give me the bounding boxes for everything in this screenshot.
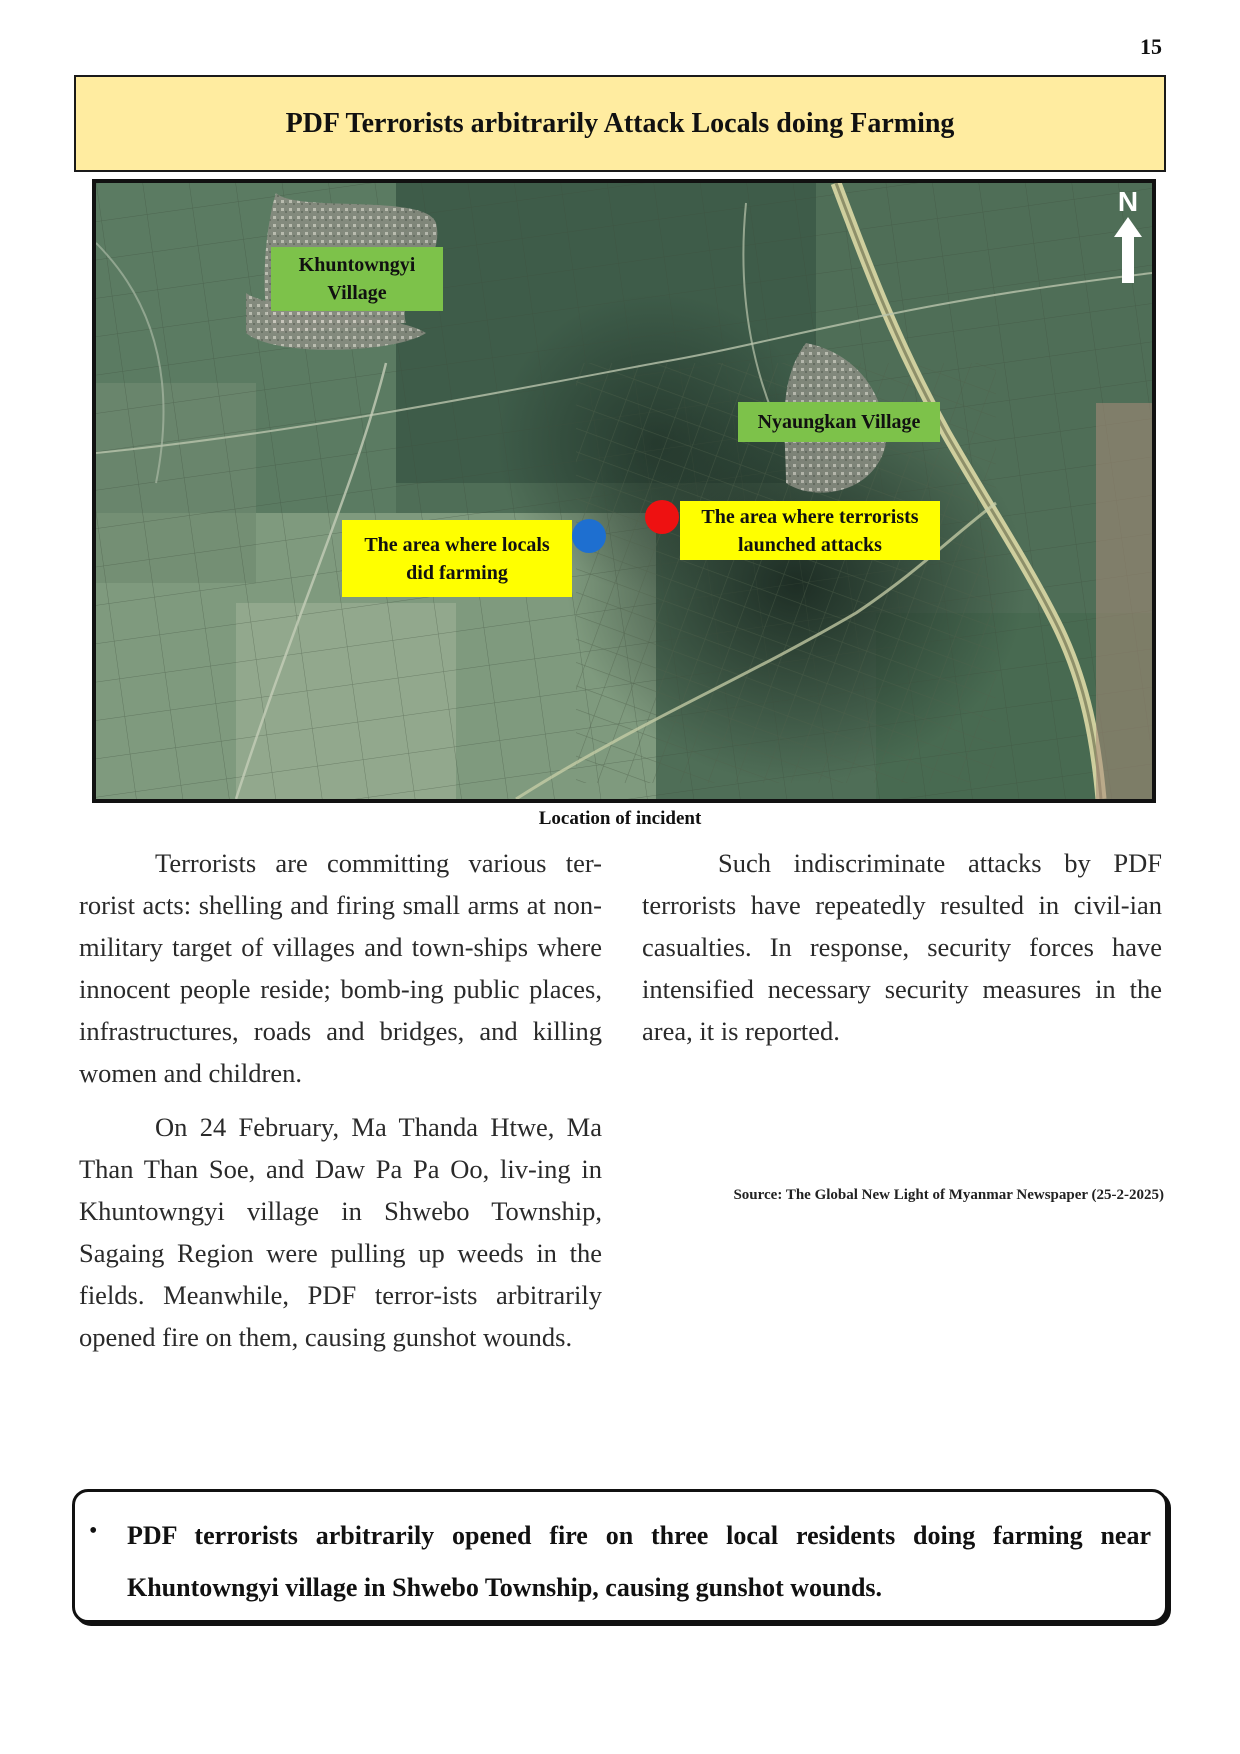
incident-map xyxy=(92,179,1156,803)
satellite-map-image xyxy=(96,183,1152,799)
nyaungkan-village-label: Nyaungkan Village xyxy=(738,402,940,442)
north-label: N xyxy=(1117,186,1139,217)
article-paragraph: Such indiscriminate attacks by PDF terrorists have repeatedly resulted in civil-ian casualties. In response, security forces have intensified necessary security measures in the area, it is reported. xyxy=(642,848,1162,1046)
khuntowngyi-village-label: Khuntowngyi Village xyxy=(271,247,443,311)
farming-area-label: The area where locals did farming xyxy=(342,520,572,597)
summary-text: PDF terrorists arbitrarily opened fire on three local residents doing farming near Khuntowngyi village in Shwebo Township, causing gunshot wounds. xyxy=(127,1521,1151,1602)
summary-box xyxy=(72,1489,1168,1623)
attack-location-marker xyxy=(645,500,679,534)
page-title: PDF Terrorists arbitrarily Attack Locals doing Farming xyxy=(74,75,1166,172)
source-citation: Source: The Global New Light of Myanmar Newspaper (25-2-2025) xyxy=(733,1187,1164,1203)
page-number: 15 xyxy=(1140,34,1162,59)
article-left-column xyxy=(79,842,602,1370)
north-arrow-icon xyxy=(1108,185,1148,285)
attack-area-label: The area where terrorists launched attacks xyxy=(680,501,940,560)
farming-location-marker xyxy=(572,519,606,553)
map-caption: Location of incident xyxy=(538,808,702,829)
article-right-column xyxy=(642,842,1162,1064)
article-paragraph: Terrorists are committing various ter-rorist acts: shelling and firing small arms at non-military target of villages and town-ships where innocent people reside; bomb-ing public places, infrastructures, roads and bridges, and killing women and children. xyxy=(79,848,602,1088)
bullet-icon: • xyxy=(89,1518,98,1544)
article-paragraph: On 24 February, Ma Thanda Htwe, Ma Than Than Soe, and Daw Pa Pa Oo, liv-ing in Khuntowngyi village in Shwebo Township, Sagaing Region were pulling up weeds in the fields. Meanwhile, PDF terror-ists arbitrarily opened fire on them, causing gunshot wounds. xyxy=(79,1112,602,1352)
